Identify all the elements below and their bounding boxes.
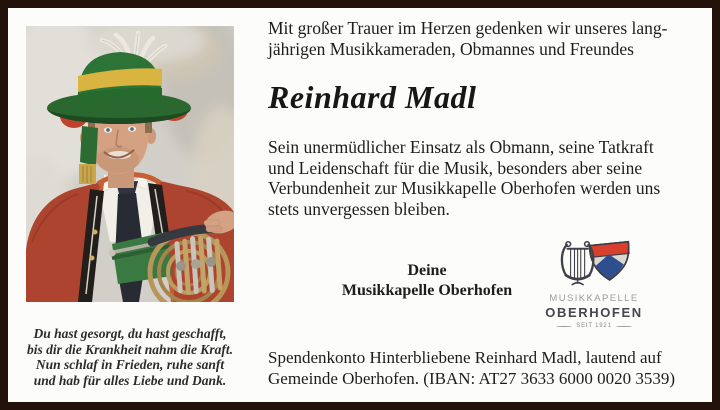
- poem-line: Nun schlaf in Frieden, ruhe sanft: [35, 357, 225, 372]
- tribute-line: und Leidenschaft für die Musik, besonders aber seine: [268, 157, 643, 178]
- signature-block: [302, 261, 552, 300]
- intro-line: jährigen Musikkameraden, Obmannes und Freundes: [268, 38, 634, 59]
- tribute-line: Verbundenheit zur Musikkapelle Oberhofen werden uns: [268, 178, 661, 198]
- poem-line: und hab für alles Liebe und Dank.: [33, 372, 227, 388]
- lyre-shield-emblem: [555, 236, 633, 288]
- since-text: SEIT 1921: [576, 323, 612, 329]
- poem-line: Du hast gesorgt, du hast geschafft,: [33, 326, 227, 341]
- tribute-line: Sein unermüdlicher Einsatz als Obmann, seine Tatkraft: [268, 137, 654, 157]
- deceased-name: Reinhard Madl: [268, 79, 477, 115]
- poem-line: bis dir die Krankheit nahm die Kraft.: [27, 341, 233, 357]
- tribute-text: [268, 137, 708, 219]
- tribute-line: stets unvergessen bleiben.: [268, 198, 450, 219]
- flourish-right: [616, 326, 632, 327]
- intro-line: Mit großer Trauer im Herzen gedenken wir unseres lang-: [268, 18, 668, 38]
- signature-line: Deine: [407, 262, 447, 279]
- logo-wordmark-top: MUSIKKAPELLE: [549, 293, 639, 304]
- shield-icon: [589, 242, 629, 280]
- logo-wordmark-bottom: OBERHOFEN: [545, 305, 643, 320]
- logo-since-badge: [544, 323, 644, 329]
- intro-text: [268, 18, 708, 59]
- band-logo: [544, 236, 644, 329]
- donation-text: [268, 348, 713, 389]
- donation-line: Spendenkonto Hinterbliebene Reinhard Madl, lautend auf: [268, 348, 662, 367]
- lyre-icon: [562, 242, 593, 285]
- signature-line: Musikkapelle Oberhofen: [341, 281, 513, 299]
- donation-line: Gemeinde Oberhofen. (IBAN: AT27 3633 6000 0020 3539): [268, 368, 675, 388]
- portrait-illustration: [26, 26, 234, 302]
- memorial-poem: [10, 326, 250, 388]
- memorial-photo: [26, 26, 234, 302]
- flourish-left: [556, 326, 572, 327]
- hat-ribbon: [80, 126, 98, 166]
